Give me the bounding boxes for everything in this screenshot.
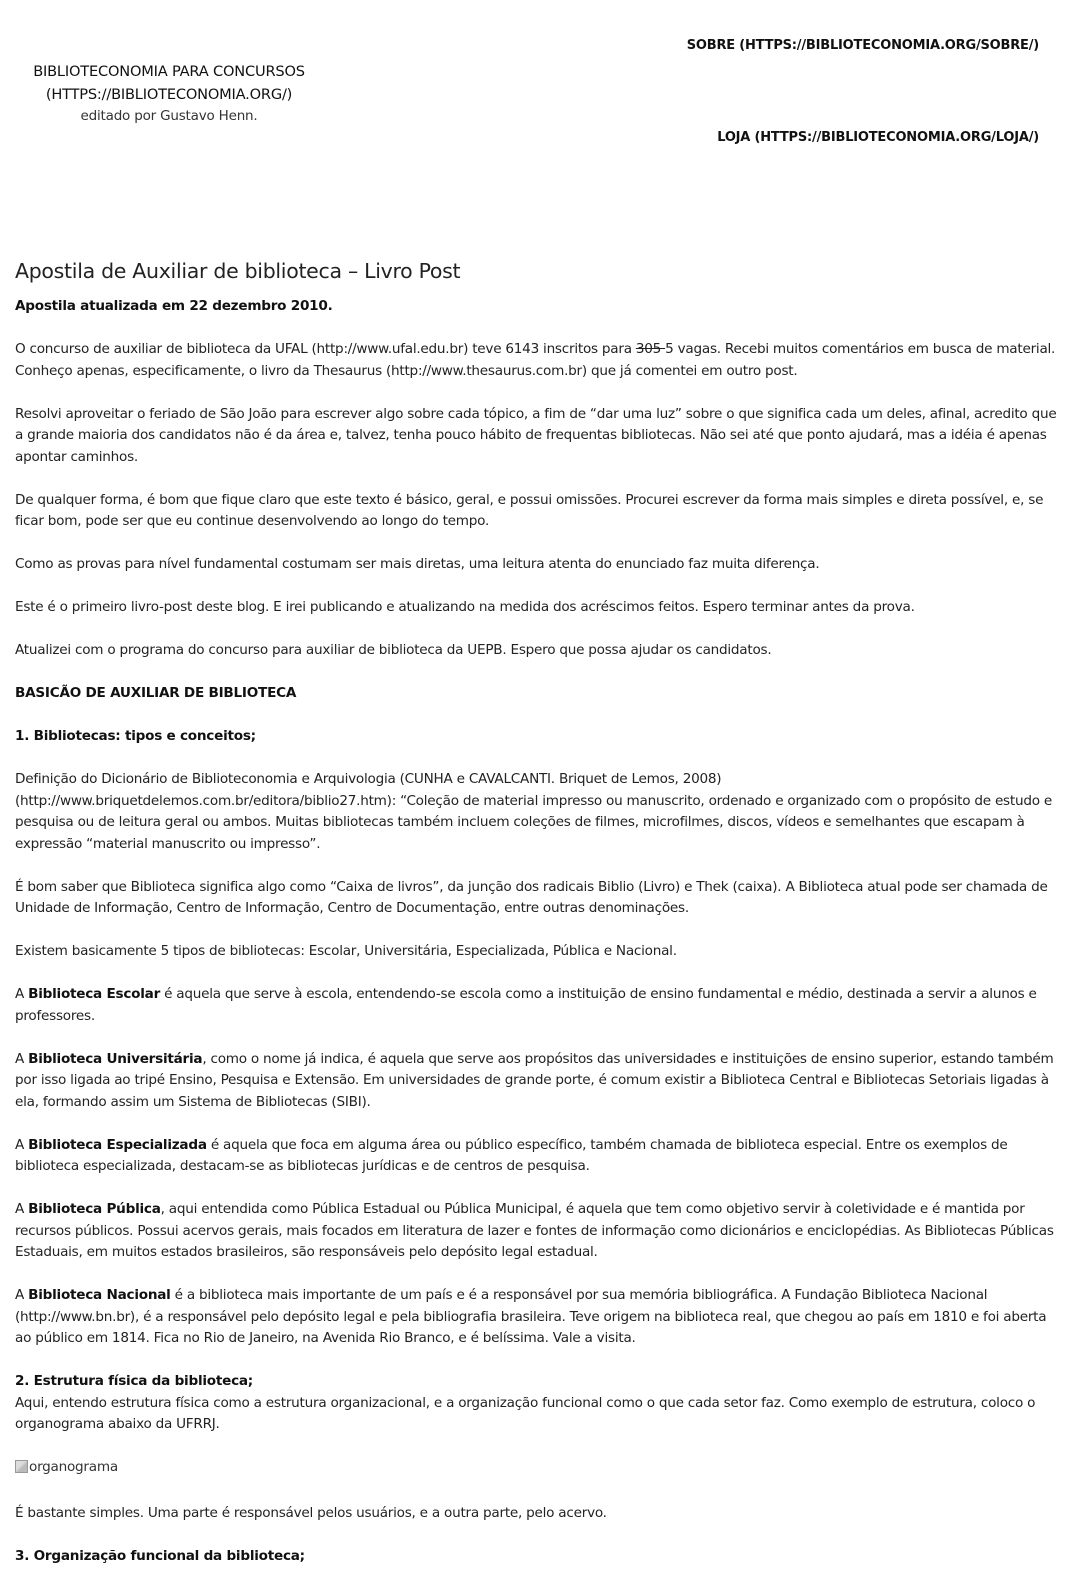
- section-heading-2: 2. Estrutura física da biblioteca;: [15, 1373, 253, 1389]
- updated-note: Apostila atualizada em 22 dezembro 2010.: [15, 298, 333, 314]
- organograma-image: [15, 1457, 1065, 1482]
- paragraph-biblioteca-publica: A Biblioteca Pública, aqui entendida como Pública Estadual ou Pública Municipal, é aquela que tem como objetivo servir à coletividade e é mantida por recursos públicos. Possui acervos gerais, mais focados em literatura de lazer e fontes de informação como dicionários e enciclopédias. As Bibliotecas Públicas Estaduais, em muitos estados brasileiros, são responsáveis pelo depósito legal estadual.: [15, 1201, 1054, 1260]
- site-tagline: editado por Gustavo Henn.: [80, 108, 258, 124]
- paragraph-qualquer-forma: De qualquer forma, é bom que fique claro que este texto é básico, geral, e possui omissões. Procurei escrever da forma mais simples e direta possível, e, se ficar bom, pode ser que eu continue desenvolvendo ao longo do tempo.: [15, 491, 1044, 529]
- paragraph-uepb: Atualizei com o programa do concurso para auxiliar de biblioteca da UEPB. Espero que possa ajudar os candidatos.: [15, 642, 772, 658]
- broken-image-icon: [15, 1460, 28, 1473]
- site-title-line2: (HTTPS://BIBLIOTECONOMIA.ORG/): [45, 86, 293, 103]
- paragraph-tipos: Existem basicamente 5 tipos de bibliotecas: Escolar, Universitária, Especializada, Pública e Nacional.: [15, 943, 677, 959]
- section-heading-basico: BASICÃO DE AUXILIAR DE BIBLIOTECA: [15, 685, 297, 701]
- section-heading-1: 1. Bibliotecas: tipos e conceitos;: [15, 728, 256, 744]
- site-title-line1: BIBLIOTECONOMIA PARA CONCURSOS: [33, 63, 305, 80]
- strikethrough-number: 305: [635, 341, 666, 357]
- image-alt-text: organograma: [29, 1459, 118, 1475]
- site-title[interactable]: [10, 60, 328, 106]
- post-content: [15, 296, 1065, 1589]
- paragraph-simples: É bastante simples. Uma parte é responsável pelos usuários, e a outra parte, pelo acervo.: [15, 1505, 607, 1522]
- nav-link-loja[interactable]: LOJA (HTTPS://BIBLIOTECONOMIA.ORG/LOJA/): [717, 130, 1039, 145]
- paragraph-biblioteca-escolar: A Biblioteca Escolar é aquela que serve à escola, entendendo-se escola como a instituição de ensino fundamental e médio, destinada a servir a alunos e professores.: [15, 986, 1037, 1024]
- paragraph-biblioteca-universitaria: A Biblioteca Universitária, como o nome já indica, é aquela que serve aos propósitos das universidades e instituições de ensino superior, estando também por isso ligada ao tripé Ensino, Pesquisa e Extensão. Em universidades de grande porte, é comum existir a Biblioteca Central e Bibliotecas Setoriais ligadas à ela, formando assim um Sistema de Bibliotecas (SIBI).: [15, 1050, 1054, 1110]
- site-title-link[interactable]: [33, 63, 305, 103]
- paragraph-livro-post: Este é o primeiro livro-post deste blog. E irei publicando e atualizando na medida dos acréscimos feitos. Espero terminar antes da prova.: [15, 599, 915, 615]
- paragraph-estrutura: Aqui, entendo estrutura física como a estrutura organizacional, e a organização funcional como o que cada setor faz. Como exemplo de estrutura, coloco o organograma abaixo da UFRRJ.: [15, 1394, 1036, 1432]
- paragraph-biblioteca-especializada: A Biblioteca Especializada é aquela que foca em alguma área ou público específico, também chamada de biblioteca especial. Entre os exemplos de biblioteca especializada, destacam-se as bibliotecas jurídicas e de centros de pesquisa.: [15, 1136, 1008, 1174]
- section-heading-3: 3. Organização funcional da biblioteca;: [15, 1548, 305, 1565]
- paragraph-concurso-ufal: O concurso de auxiliar de biblioteca da UFAL (http://www.ufal.edu.br) teve 6143 inscritos para 305 5 vagas. Recebi muitos comentários em busca de material. Conheço apenas, especificamente, o livro da Thesaurus (http://www.thesaurus.com.br) que já comentei em outro post.: [15, 341, 1056, 379]
- paragraph-biblioteca-nacional: A Biblioteca Nacional é a biblioteca mais importante de um país e é a responsável por sua memória bibliográfica. A Fundação Biblioteca Nacional (http://www.bn.br), é a responsável pelo depósito legal e pela bibliografia brasileira. Teve origem na biblioteca real, que chegou ao país em 1810 e foi aberta ao público em 1814. Fica no Rio de Janeiro, na Avenida Rio Branco, e é belíssima. Vale a visita.: [15, 1287, 1047, 1346]
- paragraph-caixa-livros: É bom saber que Biblioteca significa algo como “Caixa de livros”, da junção dos radicais Biblio (Livro) e Thek (caixa). A Biblioteca atual pode ser chamada de Unidade de Informação, Centro de Informação, Centro de Documentação, entre outras denominações.: [15, 878, 1048, 916]
- paragraph-provas: Como as provas para nível fundamental costumam ser mais diretas, uma leitura atenta do enunciado faz muita diferença.: [15, 556, 820, 572]
- paragraph-definicao: Definição do Dicionário de Biblioteconomia e Arquivologia (CUNHA e CAVALCANTI. Briquet de Lemos, 2008) (http://www.briquetdelemos.com.br/editora/biblio27.htm): “Coleção de material impresso ou manuscrito, ordenado e organizado com o propósito de estudo e pesquisa ou de leitura geral ou ambos. Muitas bibliotecas também incluem coleções de filmes, microfilmes, discos, vídeos e semelhantes que escapam à expressão “material manuscrito ou impresso”.: [15, 771, 1052, 852]
- post-title: Apostila de Auxiliar de biblioteca – Livro Post: [15, 259, 461, 283]
- nav-link-sobre[interactable]: SOBRE (HTTPS://BIBLIOTECONOMIA.ORG/SOBRE/): [686, 38, 1039, 53]
- paragraph-sao-joao: Resolvi aproveitar o feriado de São João para escrever algo sobre cada tópico, a fim de “dar uma luz” sobre o que significa cada um deles, afinal, acredito que a grande maioria dos candidatos não é da área e, talvez, tenha pouco hábito de frequentas bibliotecas. Não sei até que ponto ajudará, mas a idéia é apenas apontar caminhos.: [15, 405, 1057, 465]
